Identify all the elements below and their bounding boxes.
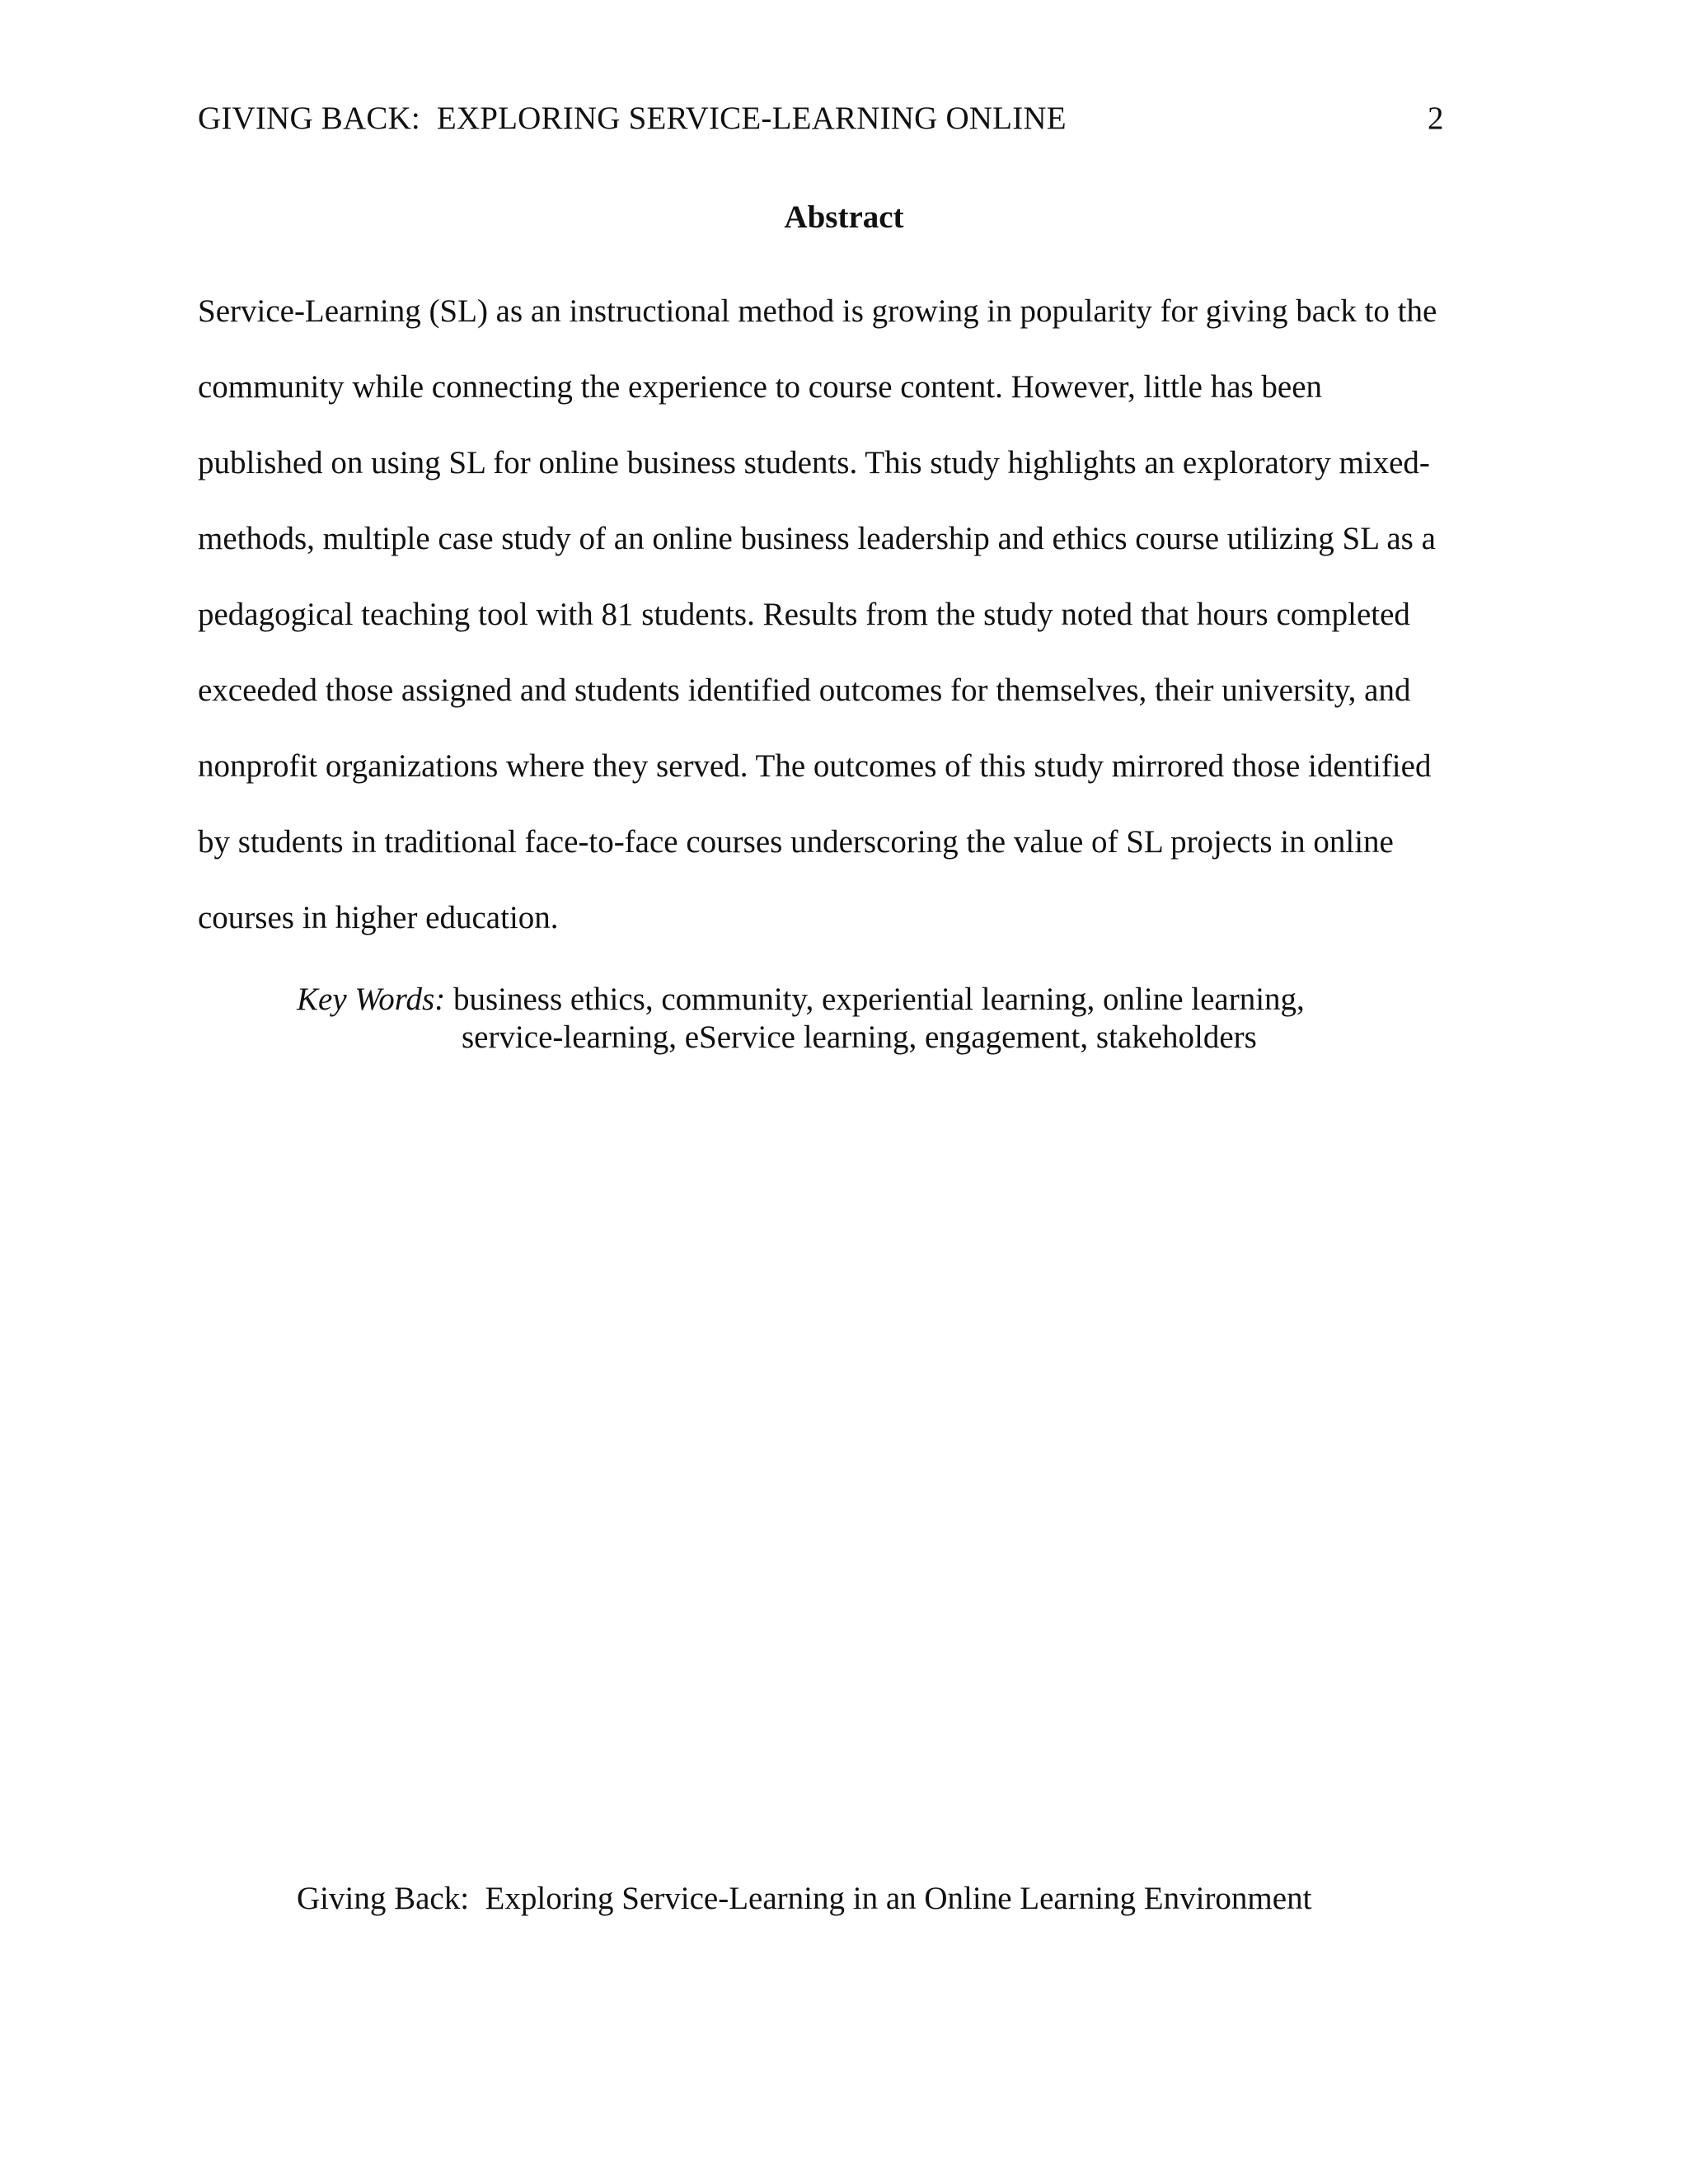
page-number: 2 <box>1428 101 1444 136</box>
keywords-row-1 <box>297 981 1305 1019</box>
abstract-line: by students in traditional face-to-face courses underscoring the value of SL projects in online <box>198 824 1394 860</box>
abstract-line: methods, multiple case study of an online business leadership and ethics course utilizing SL as a <box>198 521 1436 556</box>
keywords-label: Key Words: <box>297 982 446 1017</box>
paper-title: Giving Back: Exploring Service-Learning in an Online Learning Environment <box>297 1881 1312 1916</box>
abstract-line: courses in higher education. <box>198 900 559 935</box>
running-head: GIVING BACK: EXPLORING SERVICE-LEARNING ONLINE <box>198 101 1067 136</box>
keywords-line-1: business ethics, community, experiential learning, online learning, <box>452 982 1305 1017</box>
abstract-body <box>198 274 1500 956</box>
abstract-line: exceeded those assigned and students identified outcomes for themselves, their university, and <box>198 673 1411 708</box>
keywords-row-2 <box>297 1019 1305 1057</box>
abstract-line: pedagogical teaching tool with 81 students. Results from the study noted that hours completed <box>198 597 1410 632</box>
abstract-heading: Abstract <box>784 199 904 235</box>
abstract-line: nonprofit organizations where they served. The outcomes of this study mirrored those identified <box>198 748 1432 784</box>
abstract-line: published on using SL for online business students. This study highlights an exploratory mixed- <box>198 445 1430 480</box>
abstract-line: community while connecting the experience to course content. However, little has been <box>198 369 1323 405</box>
keywords-block <box>297 981 1305 1057</box>
abstract-line: Service-Learning (SL) as an instructional method is growing in popularity for giving back to the <box>198 293 1437 329</box>
keywords-line-2: service-learning, eService learning, engagement, stakeholders <box>462 1019 1257 1055</box>
